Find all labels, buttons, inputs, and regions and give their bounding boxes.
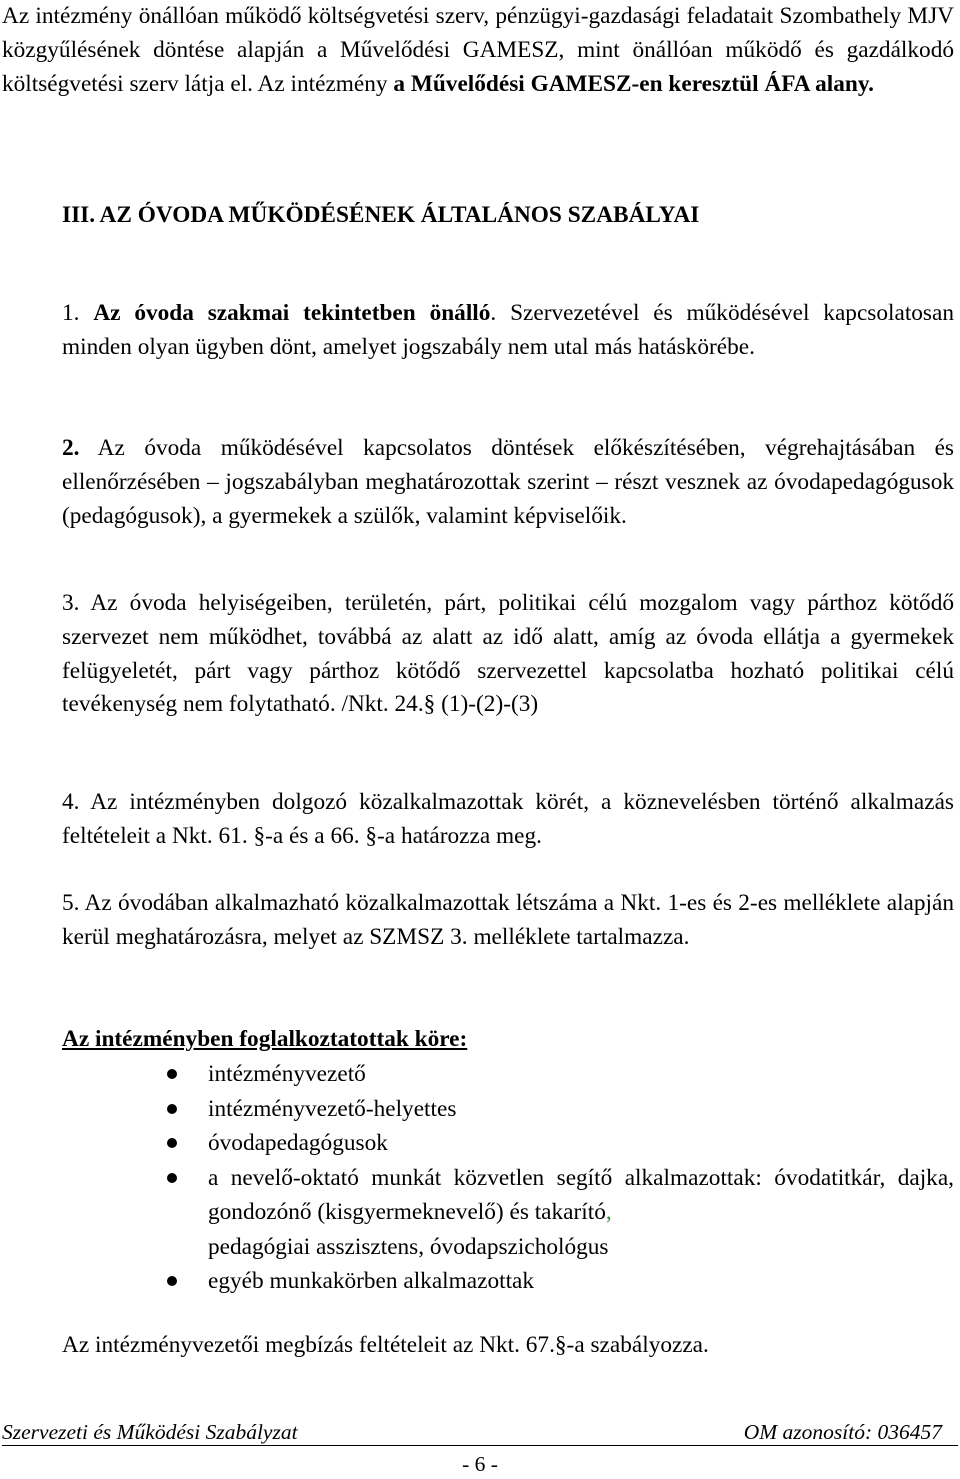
green-comma: , — [605, 1199, 612, 1225]
bullet-icon — [167, 1173, 177, 1183]
list-item: a nevelő-oktató munkát közvetlen segítő alkalmazottak: óvodatitkár, dajka, gondozónő (kisgyermeknevelő) és takarító, pedagógiai asszisztens, óvodapszichológus — [162, 1161, 954, 1265]
intro-paragraph — [2, 0, 954, 101]
item-1-paragraph — [62, 297, 954, 365]
staff-list — [162, 1057, 954, 1299]
footer-document-title: Szervezeti és Működési Szabályzat — [2, 1420, 298, 1444]
staff-section-title: Az intézményben foglalkoztatottak köre: — [62, 1026, 468, 1052]
item-5-paragraph — [62, 887, 954, 955]
item-3-number: 3. — [62, 590, 80, 616]
item-1-number: 1. — [62, 300, 94, 326]
list-item: óvodapedagógusok — [162, 1126, 954, 1161]
item-2-paragraph — [62, 432, 954, 533]
closing-paragraph: Az intézményvezetői megbízás feltételeit az Nkt. 67.§-a szabályozza. — [62, 1332, 709, 1358]
bullet-icon — [167, 1138, 177, 1148]
item-1-bold: Az óvoda szakmai tekintetben önálló — [93, 300, 491, 326]
page-number: - 6 - — [462, 1452, 498, 1476]
list-item: intézményvezető — [162, 1057, 954, 1092]
item-1-text: . Szervezetével és működésével kapcsolatosan minden olyan ügyben dönt, amelyet jogszabály nem utal más hatáskörébe. — [62, 300, 954, 360]
item-2-number: 2. — [62, 435, 80, 461]
footer-divider — [2, 1445, 958, 1446]
bullet-icon — [167, 1276, 177, 1286]
item-5-number: 5. — [62, 890, 80, 916]
intro-bold-text: a Művelődési GAMESZ-en keresztül ÁFA alany. — [393, 70, 875, 97]
item-2-text: Az óvoda működésével kapcsolatos döntések előkészítésében, végrehajtásában és ellenőrzésében – jogszabályban meghatározottak szerint – részt vesznek az óvodapedagógusok (pedagógusok), a gyermekek a szülők, valamint képviselőik. — [62, 435, 954, 529]
footer-om-id: OM azonosító: 036457 — [743, 1420, 942, 1444]
list-item: egyéb munkakörben alkalmazottak — [162, 1264, 954, 1299]
bullet-icon — [167, 1104, 177, 1114]
item-3-paragraph — [62, 587, 954, 722]
chapter-heading: III. AZ ÓVODA MŰKÖDÉSÉNEK ÁLTALÁNOS SZABÁLYAI — [62, 202, 700, 228]
item-3-text: Az óvoda helyiségeiben, területén, párt, politikai célú mozgalom vagy párthoz kötődő szervezet nem működhet, továbbá az alatt az idő alatt, amíg az óvoda ellátja a gyermekek felügyeletét, párt vagy párthoz kötődő szervezettel kapcsolatba hozható politikai célú tevékenység nem folytatható. /Nkt. 24.§ (1)-(2)-(3) — [62, 590, 954, 718]
item-4-paragraph — [62, 786, 954, 854]
item-4-number: 4. — [62, 789, 80, 815]
item-5-text: Az óvodában alkalmazható közalkalmazottak létszáma a Nkt. 1-es és 2-es melléklete alapján kerül meghatározásra, melyet az SZMSZ 3. melléklete tartalmazza. — [62, 890, 954, 950]
list-item: intézményvezető-helyettes — [162, 1092, 954, 1127]
item-4-text: Az intézményben dolgozó közalkalmazottak körét, a köznevelésben történő alkalmazás feltételeit a Nkt. 61. §-a és a 66. §-a határozza meg. — [62, 789, 954, 849]
intro-text: Az intézmény önállóan működő költségvetési szerv, pénzügyi-gazdasági feladatait Szombathely MJV közgyűlésének döntése alapján a Művelődési GAMESZ, mint önállóan működő és gazdálkodó költségvetési szerv látja el. Az intézmény — [2, 3, 954, 97]
bullet-icon — [167, 1069, 177, 1079]
